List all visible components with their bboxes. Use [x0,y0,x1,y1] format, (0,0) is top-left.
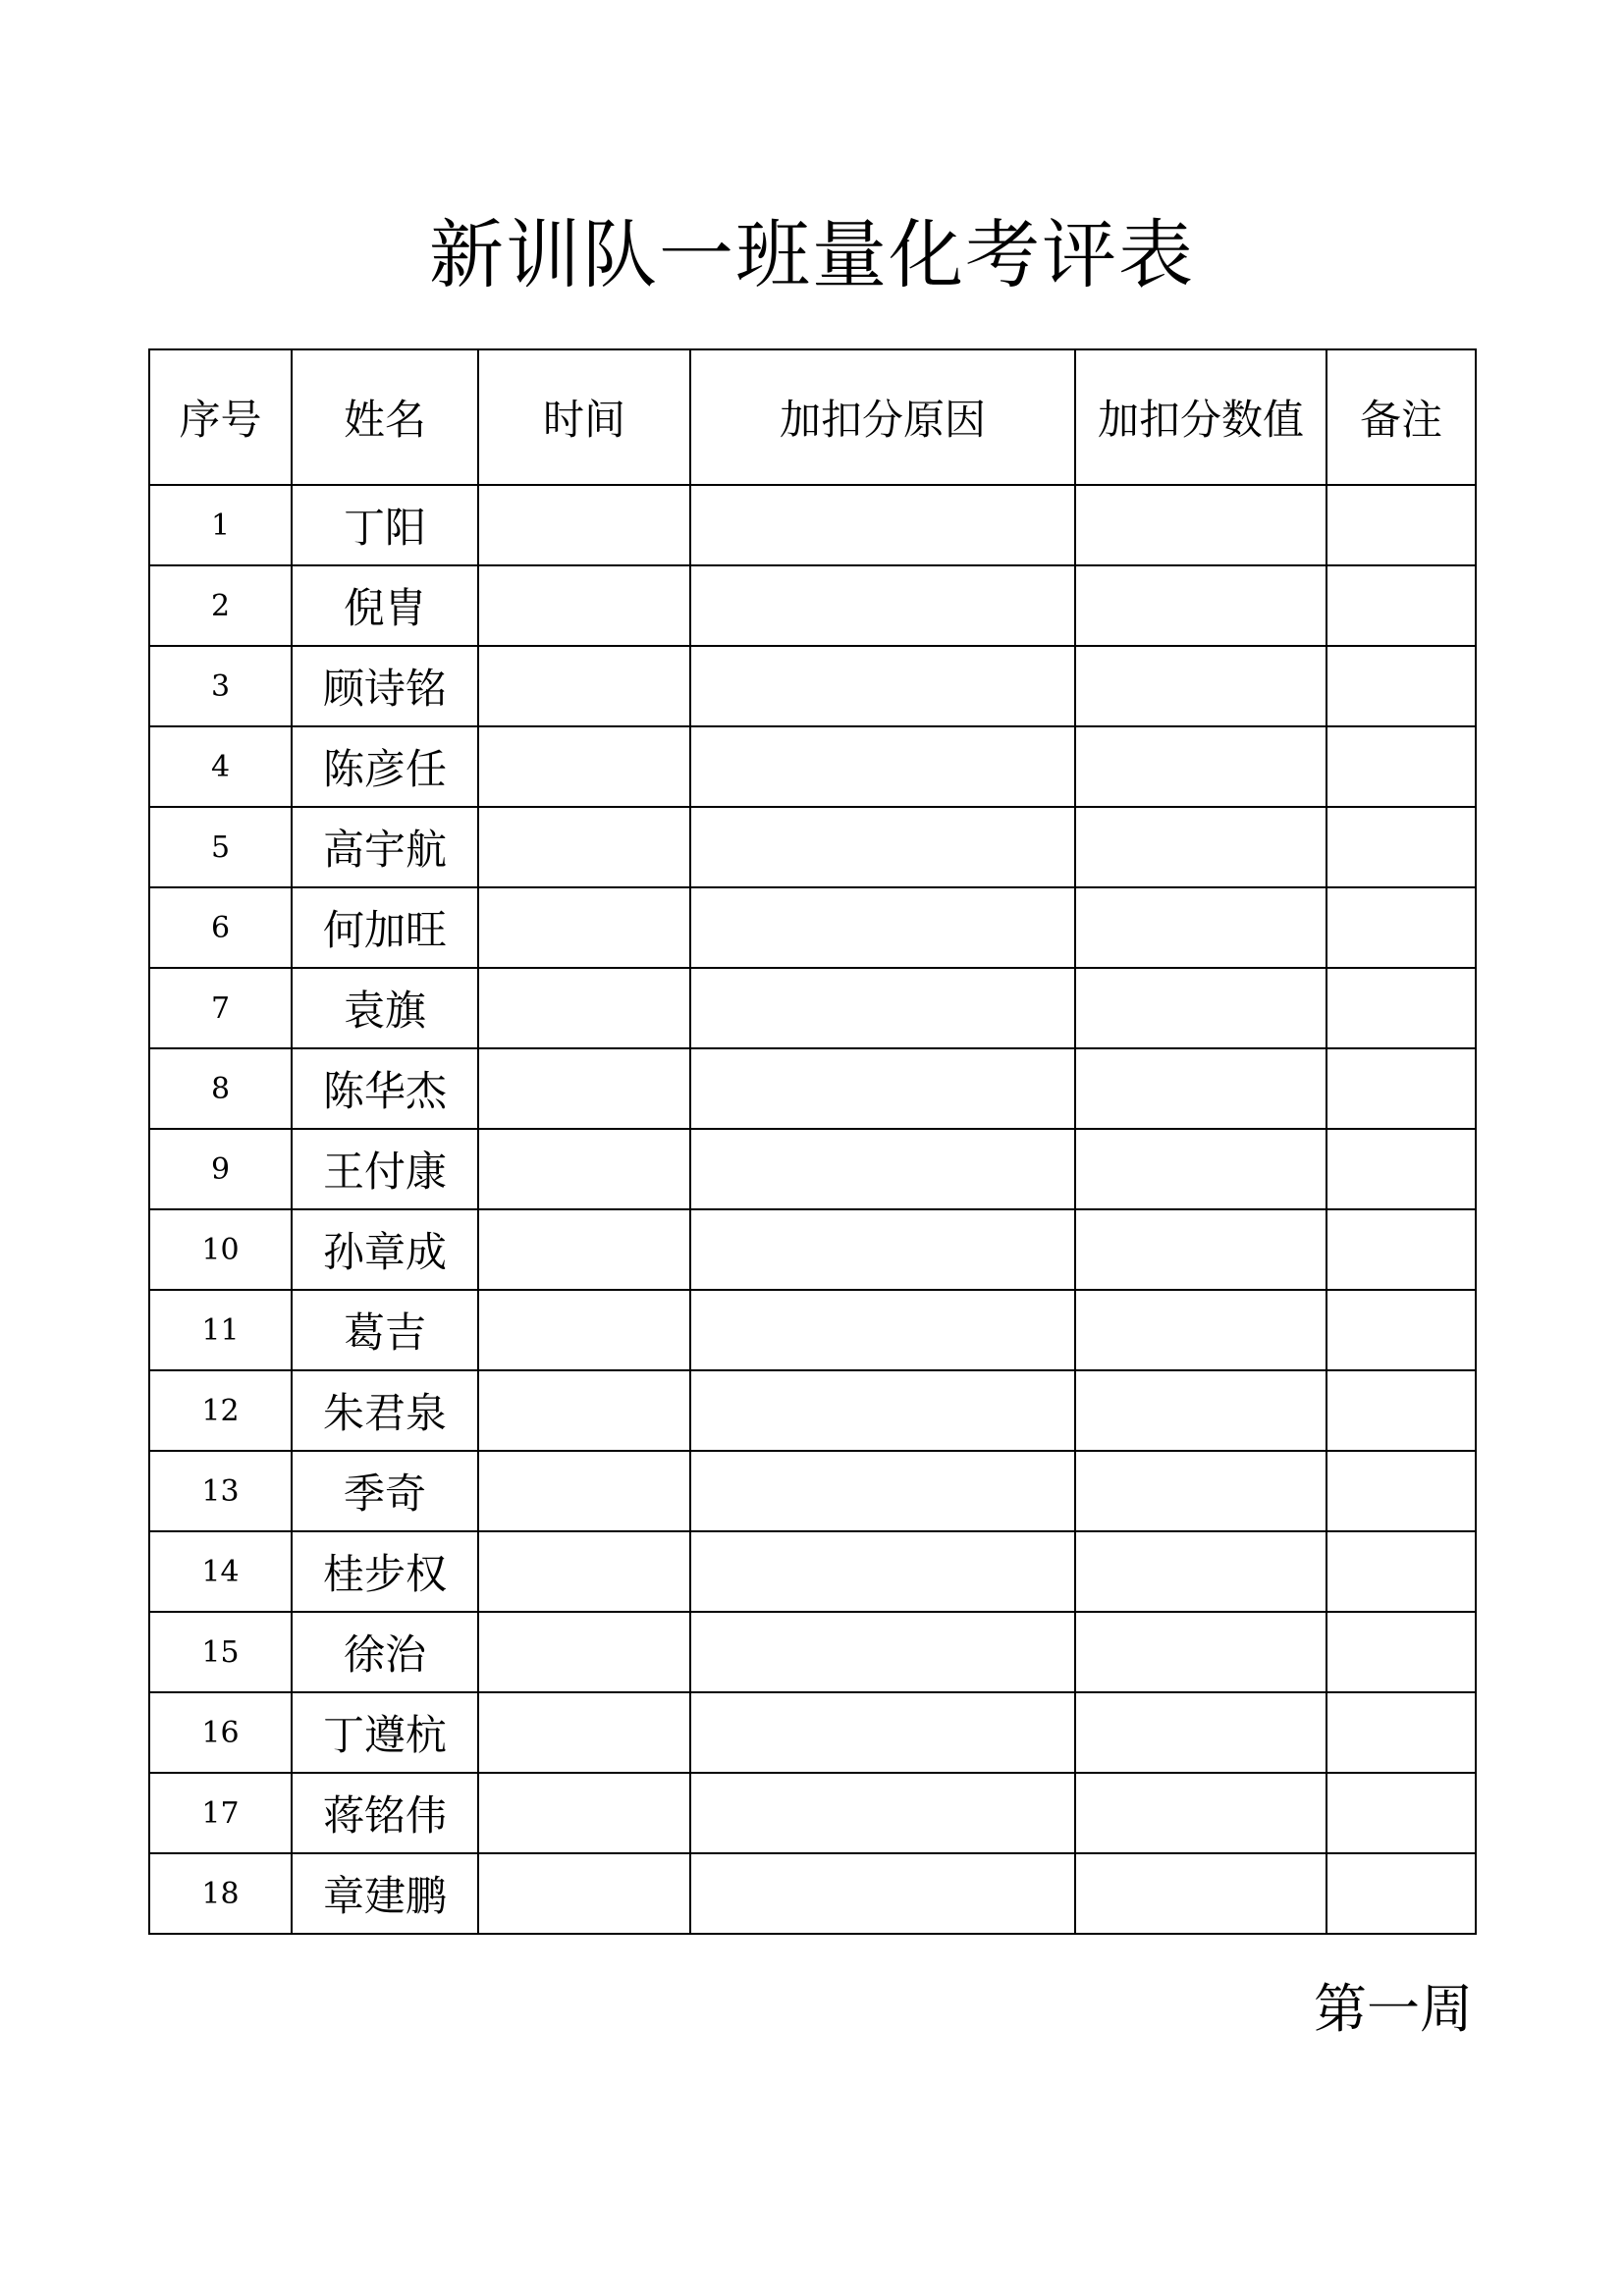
cell-remark [1326,1612,1476,1692]
cell-reason [690,887,1075,968]
cell-serial-number: 8 [149,1048,292,1129]
cell-points [1075,1451,1326,1531]
header-serial-number: 序号 [149,349,292,485]
table-row [149,646,1476,726]
table-row [149,1692,1476,1773]
table-header [149,349,1476,485]
cell-name: 章建鹏 [292,1853,478,1934]
table-row [149,1290,1476,1370]
cell-reason [690,1370,1075,1451]
cell-points [1075,968,1326,1048]
cell-points [1075,1129,1326,1209]
cell-serial-number: 13 [149,1451,292,1531]
cell-reason [690,1531,1075,1612]
cell-points [1075,485,1326,565]
cell-name: 高宇航 [292,807,478,887]
table-row [149,1451,1476,1531]
cell-name: 蒋铭伟 [292,1773,478,1853]
cell-name: 倪胄 [292,565,478,646]
table-row [149,1853,1476,1934]
table-body [149,485,1476,1934]
table-row [149,485,1476,565]
cell-name: 朱君泉 [292,1370,478,1451]
cell-name: 徐治 [292,1612,478,1692]
cell-reason [690,1451,1075,1531]
table-row [149,565,1476,646]
table-row [149,1370,1476,1451]
cell-remark [1326,1451,1476,1531]
cell-remark [1326,1290,1476,1370]
cell-serial-number: 17 [149,1773,292,1853]
cell-time [478,1370,690,1451]
cell-time [478,1531,690,1612]
cell-name: 丁阳 [292,485,478,565]
cell-serial-number: 6 [149,887,292,968]
cell-points [1075,1290,1326,1370]
cell-points [1075,1370,1326,1451]
cell-serial-number: 9 [149,1129,292,1209]
cell-time [478,1048,690,1129]
cell-reason [690,1612,1075,1692]
cell-name: 陈彦任 [292,726,478,807]
cell-remark [1326,1531,1476,1612]
cell-remark [1326,565,1476,646]
table-row [149,968,1476,1048]
header-time: 时间 [478,349,690,485]
cell-remark [1326,1692,1476,1773]
cell-reason [690,1209,1075,1290]
cell-points [1075,1048,1326,1129]
table-row [149,1129,1476,1209]
cell-reason [690,485,1075,565]
cell-remark [1326,1129,1476,1209]
cell-remark [1326,726,1476,807]
cell-reason [690,1290,1075,1370]
cell-serial-number: 10 [149,1209,292,1290]
cell-reason [690,1048,1075,1129]
cell-serial-number: 2 [149,565,292,646]
cell-time [478,1853,690,1934]
cell-points [1075,646,1326,726]
cell-serial-number: 5 [149,807,292,887]
cell-points [1075,565,1326,646]
cell-remark [1326,887,1476,968]
cell-serial-number: 18 [149,1853,292,1934]
cell-reason [690,1129,1075,1209]
cell-serial-number: 12 [149,1370,292,1451]
cell-reason [690,565,1075,646]
cell-time [478,968,690,1048]
table-row [149,726,1476,807]
cell-reason [690,1853,1075,1934]
cell-remark [1326,1853,1476,1934]
table-row [149,1209,1476,1290]
table-row [149,1531,1476,1612]
cell-remark [1326,1048,1476,1129]
cell-name: 桂步权 [292,1531,478,1612]
page-title: 新训队一班量化考评表 [429,211,1195,298]
cell-name: 孙章成 [292,1209,478,1290]
cell-time [478,887,690,968]
cell-name: 陈华杰 [292,1048,478,1129]
cell-time [478,1290,690,1370]
cell-remark [1326,646,1476,726]
cell-remark [1326,968,1476,1048]
cell-serial-number: 14 [149,1531,292,1612]
cell-serial-number: 1 [149,485,292,565]
cell-time [478,1209,690,1290]
cell-time [478,726,690,807]
cell-remark [1326,807,1476,887]
header-row [149,349,1476,485]
cell-points [1075,726,1326,807]
cell-time [478,1612,690,1692]
cell-serial-number: 3 [149,646,292,726]
cell-reason [690,1692,1075,1773]
header-name: 姓名 [292,349,478,485]
cell-reason [690,807,1075,887]
cell-name: 袁旗 [292,968,478,1048]
cell-time [478,485,690,565]
header-remark: 备注 [1326,349,1476,485]
cell-time [478,1451,690,1531]
cell-points [1075,1692,1326,1773]
table-row [149,1048,1476,1129]
cell-name: 葛吉 [292,1290,478,1370]
cell-reason [690,726,1075,807]
cell-time [478,1129,690,1209]
cell-reason [690,646,1075,726]
cell-serial-number: 4 [149,726,292,807]
cell-name: 季奇 [292,1451,478,1531]
cell-points [1075,1209,1326,1290]
cell-points [1075,1531,1326,1612]
cell-reason [690,968,1075,1048]
cell-remark [1326,1209,1476,1290]
cell-serial-number: 7 [149,968,292,1048]
cell-points [1075,1612,1326,1692]
header-points: 加扣分数值 [1075,349,1326,485]
cell-name: 顾诗铭 [292,646,478,726]
cell-points [1075,807,1326,887]
cell-name: 丁遵杭 [292,1692,478,1773]
cell-remark [1326,1370,1476,1451]
cell-serial-number: 11 [149,1290,292,1370]
cell-time [478,646,690,726]
cell-points [1075,1853,1326,1934]
cell-name: 何加旺 [292,887,478,968]
week-label: 第一周 [1314,1978,1473,2040]
cell-time [478,807,690,887]
cell-points [1075,1773,1326,1853]
table-row [149,1773,1476,1853]
table-row [149,807,1476,887]
table-row [149,887,1476,968]
cell-reason [690,1773,1075,1853]
cell-serial-number: 16 [149,1692,292,1773]
cell-remark [1326,485,1476,565]
cell-time [478,1773,690,1853]
table-row [149,1612,1476,1692]
cell-name: 王付康 [292,1129,478,1209]
header-reason: 加扣分原因 [690,349,1075,485]
cell-points [1075,887,1326,968]
cell-serial-number: 15 [149,1612,292,1692]
evaluation-table [148,348,1477,1935]
cell-time [478,565,690,646]
cell-remark [1326,1773,1476,1853]
cell-time [478,1692,690,1773]
